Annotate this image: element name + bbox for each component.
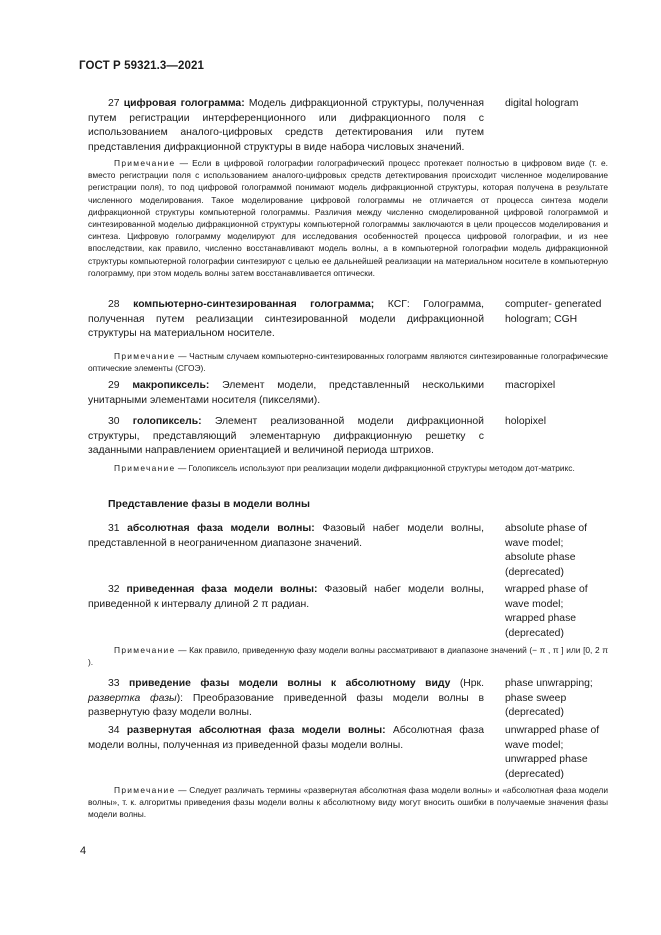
- term-definition: Фазовый набег модели волны, представленной в неограниченном диапазоне значений.: [88, 523, 485, 549]
- term-title: приведенная фаза модели волны:: [126, 584, 318, 595]
- english-term-line: phase unwrapping;: [505, 678, 593, 689]
- note-label: Примечание: [114, 785, 176, 795]
- note-label: Примечание: [114, 645, 176, 655]
- english-term-line: absolute phase of: [505, 523, 588, 534]
- note-text: — Голопиксель используют при реализации модели дифракционной структуры методом дот-матрикс.: [177, 463, 575, 473]
- term-number: 27: [108, 98, 120, 109]
- english-term-line: unwrapped phase of: [505, 725, 600, 736]
- term-entry-29: [88, 379, 484, 408]
- english-equivalent-31: [505, 522, 645, 581]
- term-title: приведение фазы модели волны к абсолютному виду: [129, 678, 451, 689]
- english-term-line: wrapped phase of: [505, 584, 588, 595]
- term-definition: Фазовый набег модели волны, приведенной к интервалу длиной 2 π радиан.: [88, 584, 485, 610]
- english-term-line: (deprecated): [505, 567, 564, 579]
- term-entry-31: [88, 522, 484, 551]
- term-entry-28: [88, 298, 484, 342]
- english-term-line: wrapped phase: [505, 613, 577, 625]
- english-equivalent-29: [505, 379, 645, 394]
- section-heading: Представление фазы в модели волны: [108, 498, 310, 510]
- english-term-line: (deprecated): [505, 628, 564, 640]
- term-definition: Элемент реализованной модели дифракционной структуры, представляющий элементарную дифракционную решетку с заданными направлением ориентацией и величиной периода штрихов.: [88, 416, 484, 457]
- note-label: Примечание: [114, 463, 176, 473]
- note-32: [88, 644, 608, 668]
- english-term-line: macropixel: [505, 380, 556, 391]
- english-term-line: hologram; CGH: [505, 313, 578, 325]
- term-deprecated-synonym: развертка фазы: [88, 692, 177, 704]
- english-term-line: phase sweep: [505, 692, 567, 704]
- english-term-line: wave model;: [505, 739, 564, 751]
- english-term-line: wave model;: [505, 537, 564, 549]
- document-header: ГОСТ Р 59321.3—2021: [79, 60, 204, 72]
- english-term-line: holopixel: [505, 416, 547, 427]
- english-equivalent-28: [505, 298, 645, 327]
- term-number: 29: [108, 380, 120, 391]
- english-term-line: wave model;: [505, 598, 564, 610]
- english-equivalent-32: [505, 583, 645, 642]
- english-equivalent-33: [505, 677, 645, 721]
- term-paren-open: (Нрк.: [459, 678, 484, 689]
- term-number: 33: [108, 678, 120, 689]
- note-30: [88, 462, 608, 474]
- note-34: [88, 784, 608, 821]
- term-number: 31: [108, 523, 120, 534]
- term-title: развернутая абсолютная фаза модели волны:: [126, 725, 386, 736]
- term-entry-32: [88, 583, 484, 612]
- english-term-line: absolute phase: [505, 552, 576, 564]
- note-27: [88, 157, 608, 279]
- term-title: цифровая голограмма:: [123, 98, 245, 109]
- term-definition: КСГ: Голограмма, полученная путем реализации синтезированной модели дифракционной структуры на материальном носителе.: [88, 299, 485, 340]
- page-number: 4: [80, 845, 87, 857]
- note-text: — Следует различать термины «развернутая абсолютная фаза модели волны» и «абсолютная фаза модели волны», т. к. алгоритмы приведения фазы модели волны к абсолютному виду могут вносить ошибки в получаемые значения фазы модели волны.: [88, 785, 608, 820]
- term-title: компьютерно-синтезированная голограмма;: [133, 299, 375, 310]
- term-definition: Элемент модели, представленный несколькими унитарными элементами носителя (пикселями).: [88, 380, 485, 406]
- term-definition: Абсолютная фаза модели волны, полученная из приведенной фазы модели волны.: [88, 725, 485, 751]
- term-entry-33: [88, 677, 484, 721]
- english-term-line: digital hologram: [505, 98, 579, 109]
- english-term-line: (deprecated): [505, 707, 564, 719]
- term-entry-30: [88, 415, 484, 459]
- term-entry-34: [88, 724, 484, 753]
- term-title: абсолютная фаза модели волны:: [127, 523, 315, 534]
- term-definition: Модель дифракционной структуры, полученная путем регистрации интерференционного или дифракционного поля с использованием аналого-цифровых средств детектирования или путем представления дифракционной структуры в виде набора числовых значений.: [88, 98, 485, 154]
- note-text: — Как правило, приведенную фазу модели волны рассматривают в диапазоне значений (− π , π ] или [0, 2 π ).: [88, 645, 609, 668]
- note-28: [88, 350, 608, 374]
- term-number: 34: [108, 725, 120, 736]
- term-entry-27: [88, 97, 484, 156]
- term-definition: ): Преобразование приведенной фазы модели волны в развернутую фазу модели волны.: [88, 692, 484, 719]
- english-term-line: unwrapped phase: [505, 754, 588, 766]
- english-term-line: computer- generated: [505, 299, 602, 310]
- english-term-line: (deprecated): [505, 769, 564, 781]
- term-number: 32: [108, 584, 120, 595]
- term-number: 28: [108, 299, 120, 310]
- note-text: — Частным случаем компьютерно-синтезированных голограмм являются синтезированные голографические оптические элементы (СГОЭ).: [88, 351, 608, 374]
- term-title: голопиксель:: [132, 416, 202, 427]
- note-label: Примечание: [114, 158, 176, 168]
- english-equivalent-27: [505, 97, 645, 112]
- note-label: Примечание: [114, 351, 176, 361]
- note-text: — Если в цифровой голографии голографический процесс протекает полностью в цифровом виде (т. е. вместо регистрации поля с использованием аналого-цифровых средств детектирования происходит численное моделирование регистрации поля), то под цифровой голограммой понимают модель дифракционной структуры, которая получена в результате численного моделирования. Такое моделирование цифровой голограммы не отличается от процесса синтеза модели дифракционной структуры компьютерной голограммы. Различия между численно смоделированной цифровой голограммой и синтезированной моделью дифракционной структуры компьютерной голограммы заключаются в цели процессов моделирования и синтеза. Цифровую голограмму моделируют для исследования особенностей процесса цифровой голографии, и из нее впоследствии, как правило, численно восстанавливают модель волны, а в компьютерной голографии модель дифракционной структуры компьютерной голографии синтезируют с целью ее дальнейшей реализации на материальном носителе в компьютерную голограмму, при этом модель волны затем восстанавливается оптически.: [88, 158, 608, 278]
- term-title: макропиксель:: [132, 380, 210, 391]
- term-number: 30: [108, 416, 120, 427]
- english-equivalent-30: [505, 415, 645, 430]
- english-equivalent-34: [505, 724, 645, 783]
